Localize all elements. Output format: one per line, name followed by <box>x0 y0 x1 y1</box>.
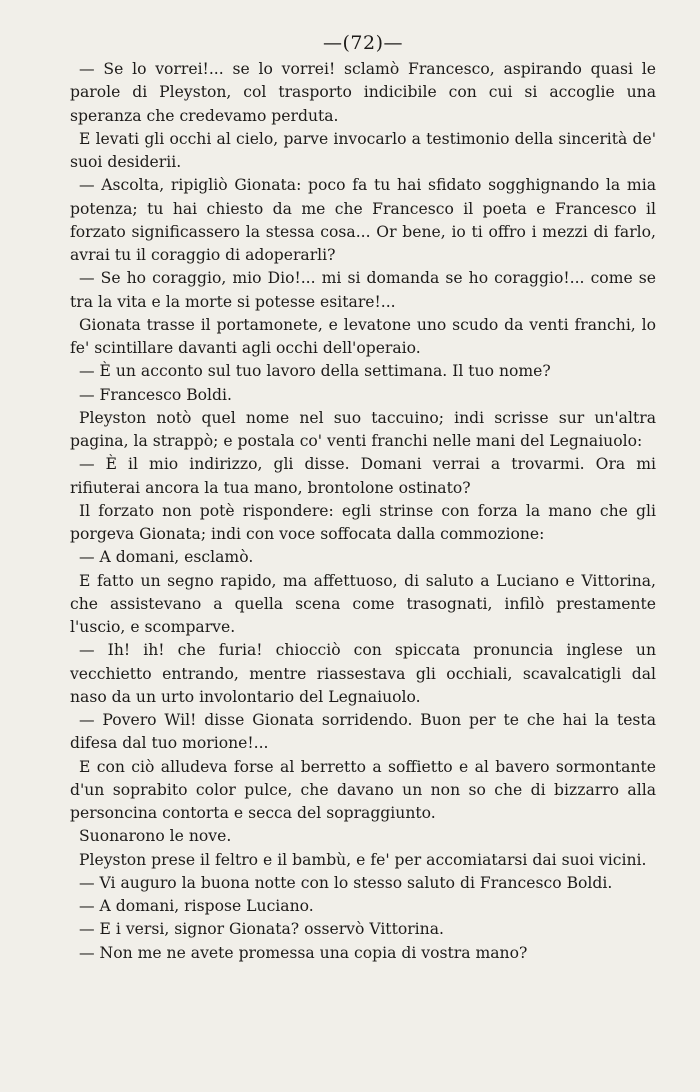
paragraph: — Francesco Boldi. <box>79 385 232 404</box>
book-page <box>70 28 656 1058</box>
paragraph: E levati gli occhi al cielo, parve invocarlo a testimonio della sincerità de' suoi desiderii. <box>70 129 656 171</box>
paragraph: Pleyston prese il feltro e il bambù, e fe' per accomiatarsi dai suoi vicini. <box>79 850 647 869</box>
paragraph: E fatto un segno rapido, ma affettuoso, di saluto a Luciano e Vittorina, che assistevano a quella scena come trasognati, infilò prestamente l'uscio, e scomparve. <box>70 571 656 636</box>
paragraph: — A domani, esclamò. <box>79 548 254 567</box>
paragraph: — Se ho coraggio, mio Dio!... mi si domanda se ho coraggio!... come se tra la vita e la morte si potesse esitare!... <box>70 269 656 311</box>
paragraph: — Ascolta, ripigliò Gionata: poco fa tu hai sfidato sogghignando la mia potenza; tu hai chiesto da me che Francesco il poeta e Francesco il forzato significassero la stessa cosa... Or bene, io ti offro i mezzi di farlo, avrai tu il coraggio di adoperarli? <box>70 176 656 264</box>
paragraph: Suonarono le nove. <box>79 827 232 846</box>
paragraph: — È il mio indirizzo, gli disse. Domani verrai a trovarmi. Ora mi rifiuterai ancora la tua mano, brontolone ostinato? <box>70 455 656 497</box>
paragraph: Pleyston notò quel nome nel suo taccuino; indi scrisse sur un'altra pagina, la strappò; e postala co' venti franchi nelle mani del Legnaiuolo: <box>70 408 656 450</box>
paragraph: — Ih! ih! che furia! chiocciò con spiccata pronuncia inglese un vecchietto entrando, mentre riassestava gli occhiali, scavalcatigli dal naso da un urto involontario del Legnaiuolo. <box>70 641 656 706</box>
paragraph: — A domani, rispose Luciano. <box>79 897 314 915</box>
paragraph: — Povero Wil! disse Gionata sorridendo. Buon per te che hai la testa difesa dal tuo morione!... <box>70 711 656 753</box>
paragraph: — Non me ne avete promessa una copia di vostra mano? <box>79 943 528 962</box>
paragraph: — Vi auguro la buona notte con lo stesso saluto di Francesco Boldi. <box>79 873 613 892</box>
paragraph: — Se lo vorrei!... se lo vorrei! sclamò Francesco, aspirando quasi le parole di Pleyston, col trasporto indicibile con cui si accoglie una speranza che credevamo perduta. <box>70 60 656 125</box>
paragraph: — E i versi, signor Gionata? osservò Vittorina. <box>79 920 444 939</box>
paragraph: Gionata trasse il portamonete, e levatone uno scudo da venti franchi, lo fe' scintillare davanti agli occhi dell'operaio. <box>70 315 656 357</box>
paragraph: — È un acconto sul tuo lavoro della settimana. Il tuo nome? <box>79 362 551 381</box>
page-text <box>70 58 656 965</box>
paragraph: E con ciò alludeva forse al berretto a soffietto e al bavero sormontante d'un soprabito color pulce, che davano un non so che di bizzarro alla personcina contorta e secca del sopraggiunto. <box>70 757 656 822</box>
paragraph: Il forzato non potè rispondere: egli strinse con forza la mano che gli porgeva Gionata; indi con voce soffocata dalla commozione: <box>70 501 656 543</box>
page-number: —(72)— <box>322 32 403 54</box>
